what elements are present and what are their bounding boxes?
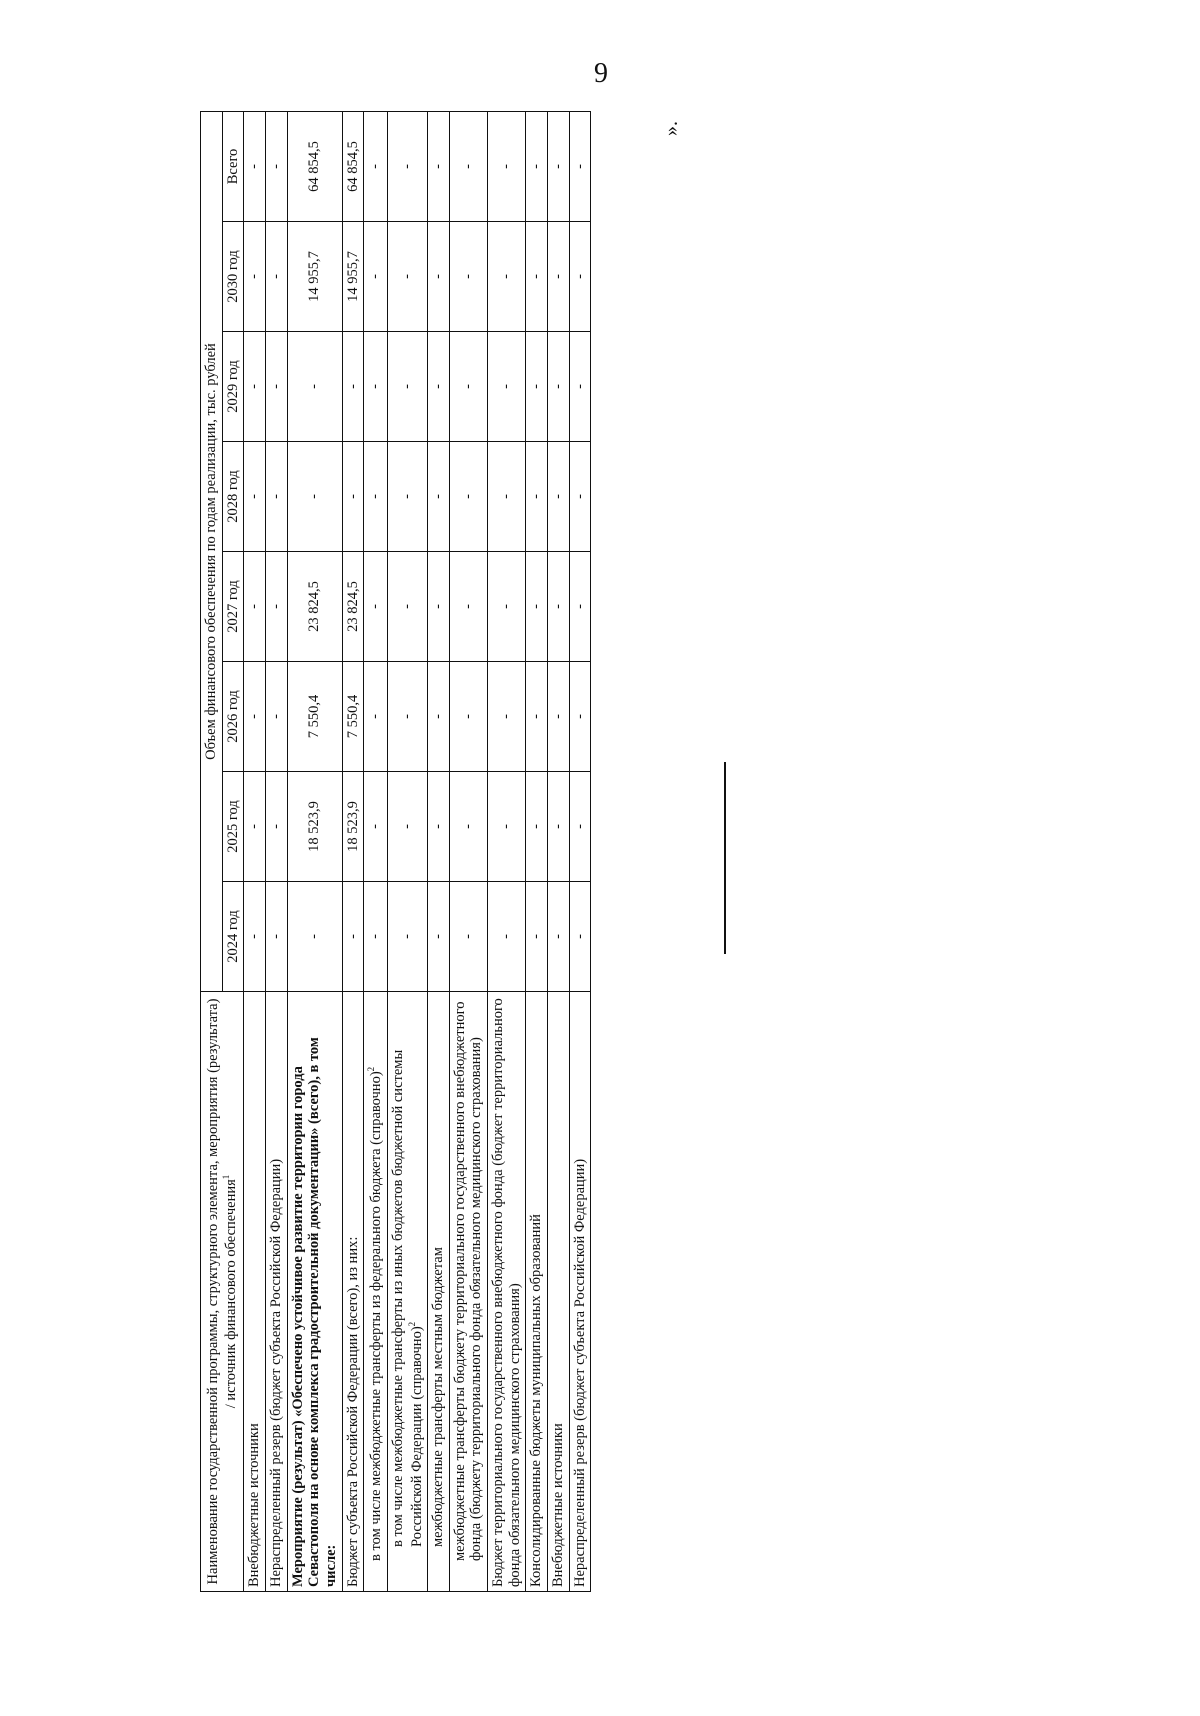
year-header-0: 2024 год	[222, 882, 244, 992]
value-cell: -	[244, 111, 266, 221]
row-name-cell	[569, 992, 591, 1592]
year-header-3: 2027 год	[222, 552, 244, 662]
row-name-text: межбюджетные трансферты местным бюджетам	[430, 1247, 447, 1547]
value-cell: -	[548, 111, 570, 221]
value-cell: 7 550,4	[287, 662, 342, 772]
row-name-text: Бюджет субъекта Российской Федерации (всего), из них:	[344, 1236, 361, 1587]
value-cell: -	[449, 772, 487, 882]
rotated-table-wrapper	[200, 112, 660, 1592]
row-name-text: Нераспределенный резерв (бюджет субъекта Российской Федерации)	[268, 1158, 285, 1587]
value-cell: -	[387, 222, 427, 332]
value-cell: -	[428, 111, 450, 221]
year-header-4: 2028 год	[222, 442, 244, 552]
value-cell: -	[428, 552, 450, 662]
row-name-cell	[244, 992, 266, 1592]
value-cell: 23 824,5	[287, 552, 342, 662]
value-cell: 64 854,5	[287, 111, 342, 221]
value-cell: 14 955,7	[287, 222, 342, 332]
value-cell: -	[364, 772, 388, 882]
value-cell: -	[548, 222, 570, 332]
row-name-cell	[266, 992, 288, 1592]
value-cell: -	[449, 111, 487, 221]
table-row	[488, 111, 526, 1591]
value-cell: -	[488, 772, 526, 882]
value-cell: -	[449, 222, 487, 332]
row-name-text: Внебюджетные источники	[550, 1423, 567, 1587]
table-row	[266, 111, 288, 1591]
year-header-2: 2026 год	[222, 662, 244, 772]
value-cell: -	[548, 442, 570, 552]
value-cell: -	[428, 332, 450, 442]
value-cell: -	[569, 662, 591, 772]
value-cell: -	[387, 111, 427, 221]
value-cell: -	[266, 662, 288, 772]
table-row	[548, 111, 570, 1591]
row-name-text: в том числе межбюджетные трансферты из иных бюджетов бюджетной системы Российской Федерации (справочно)	[389, 1049, 425, 1547]
separator-line	[724, 762, 726, 954]
value-cell: -	[449, 882, 487, 992]
row-name-text: Мероприятие (результат) «Обеспечено устойчивое развитие территории города Севастополя на основе комплекса градостроительной документации» (всего), в том числе:	[289, 1037, 340, 1587]
value-cell: -	[488, 442, 526, 552]
table-row	[526, 111, 548, 1591]
value-cell: -	[266, 772, 288, 882]
row-name-sup: 2	[366, 1066, 377, 1072]
value-cell: -	[428, 222, 450, 332]
value-cell: -	[364, 882, 388, 992]
table-row	[428, 111, 450, 1591]
value-cell: -	[387, 772, 427, 882]
row-name-cell	[526, 992, 548, 1592]
value-cell: -	[364, 442, 388, 552]
value-cell: -	[449, 662, 487, 772]
value-cell: -	[364, 111, 388, 221]
header-name-text: Наименование государственной программы, структурного элемента, мероприятия (результата) / источник финансового обеспечения	[204, 998, 240, 1585]
year-header-7: Всего	[222, 111, 244, 221]
value-cell: -	[488, 332, 526, 442]
row-name-text: Консолидированные бюджеты муниципальных образований	[528, 1214, 545, 1587]
value-cell: -	[244, 662, 266, 772]
value-cell: -	[342, 332, 364, 442]
value-cell: -	[569, 111, 591, 221]
value-cell: -	[488, 882, 526, 992]
value-cell: -	[526, 772, 548, 882]
row-name-cell	[287, 992, 342, 1592]
value-cell: -	[548, 882, 570, 992]
value-cell: -	[266, 552, 288, 662]
value-cell: -	[342, 442, 364, 552]
row-name-sup: 2	[406, 1321, 417, 1327]
value-cell: -	[266, 442, 288, 552]
table-row	[364, 111, 388, 1591]
value-cell: -	[244, 442, 266, 552]
row-name-cell	[548, 992, 570, 1592]
table-body	[244, 111, 591, 1591]
table-row	[342, 111, 364, 1591]
value-cell: -	[548, 662, 570, 772]
year-header-1: 2025 год	[222, 772, 244, 882]
value-cell: -	[342, 882, 364, 992]
value-cell: -	[569, 552, 591, 662]
value-cell: -	[569, 442, 591, 552]
value-cell: -	[266, 882, 288, 992]
header-name-sup: 1	[221, 1174, 232, 1180]
row-name-text: межбюджетные трансферты бюджету территориального государственного внебюджетного фонда (бюджету территориального фонда обязательного медицинского страхования)	[451, 1001, 485, 1561]
table-row	[449, 111, 487, 1591]
value-cell: -	[428, 662, 450, 772]
value-cell: -	[387, 662, 427, 772]
value-cell: -	[548, 552, 570, 662]
financing-table	[200, 111, 591, 1592]
value-cell: 23 824,5	[342, 552, 364, 662]
row-name-cell	[364, 992, 388, 1592]
table-row	[387, 111, 427, 1591]
header-row-1	[201, 111, 223, 1591]
value-cell: -	[569, 882, 591, 992]
value-cell: -	[449, 332, 487, 442]
value-cell: 14 955,7	[342, 222, 364, 332]
value-cell: -	[364, 662, 388, 772]
value-cell: -	[488, 552, 526, 662]
header-name-cell	[201, 992, 244, 1592]
row-name-cell	[428, 992, 450, 1592]
value-cell: -	[364, 552, 388, 662]
value-cell: -	[526, 552, 548, 662]
value-cell: -	[428, 882, 450, 992]
value-cell: -	[569, 332, 591, 442]
value-cell: -	[244, 552, 266, 662]
value-cell: -	[548, 332, 570, 442]
value-cell: -	[266, 332, 288, 442]
value-cell: -	[428, 442, 450, 552]
value-cell: -	[569, 772, 591, 882]
value-cell: -	[287, 882, 342, 992]
value-cell: -	[526, 662, 548, 772]
value-cell: -	[449, 552, 487, 662]
value-cell: -	[569, 222, 591, 332]
value-cell: -	[548, 772, 570, 882]
value-cell: -	[526, 332, 548, 442]
header-volume-cell: Объем финансового обеспечения по годам реализации, тыс. рублей	[201, 111, 223, 991]
value-cell: -	[244, 772, 266, 882]
value-cell: 7 550,4	[342, 662, 364, 772]
value-cell: -	[244, 332, 266, 442]
row-name-text: в том числе межбюджетные трансферты из федерального бюджета (справочно)	[368, 1071, 385, 1561]
table-row	[569, 111, 591, 1591]
row-name-cell	[449, 992, 487, 1592]
value-cell: -	[428, 772, 450, 882]
value-cell: -	[526, 111, 548, 221]
value-cell: -	[266, 111, 288, 221]
value-cell: 18 523,9	[342, 772, 364, 882]
year-header-6: 2030 год	[222, 222, 244, 332]
value-cell: -	[387, 332, 427, 442]
row-name-text: Внебюджетные источники	[246, 1423, 263, 1587]
value-cell: -	[449, 442, 487, 552]
value-cell: -	[244, 882, 266, 992]
closing-quote: ».	[660, 121, 682, 136]
value-cell: -	[266, 222, 288, 332]
value-cell: -	[526, 222, 548, 332]
value-cell: -	[488, 222, 526, 332]
value-cell: 18 523,9	[287, 772, 342, 882]
value-cell: -	[287, 332, 342, 442]
value-cell: -	[287, 442, 342, 552]
table-row	[287, 111, 342, 1591]
value-cell: -	[526, 442, 548, 552]
year-header-5: 2029 год	[222, 332, 244, 442]
row-name-cell	[387, 992, 427, 1592]
value-cell: -	[364, 332, 388, 442]
value-cell: -	[364, 222, 388, 332]
value-cell: -	[387, 552, 427, 662]
value-cell: 64 854,5	[342, 111, 364, 221]
value-cell: -	[488, 662, 526, 772]
value-cell: -	[387, 882, 427, 992]
row-name-cell	[488, 992, 526, 1592]
row-name-text: Бюджет территориального государственного внебюджетного фонда (бюджет территориального фонда обязательного медицинского страхования)	[490, 998, 523, 1587]
value-cell: -	[387, 442, 427, 552]
value-cell: -	[244, 222, 266, 332]
row-name-cell	[342, 992, 364, 1592]
page-number: 9	[594, 58, 608, 89]
value-cell: -	[526, 882, 548, 992]
row-name-text: Нераспределенный резерв (бюджет субъекта Российской Федерации)	[571, 1158, 588, 1587]
table-row	[244, 111, 266, 1591]
value-cell: -	[488, 111, 526, 221]
